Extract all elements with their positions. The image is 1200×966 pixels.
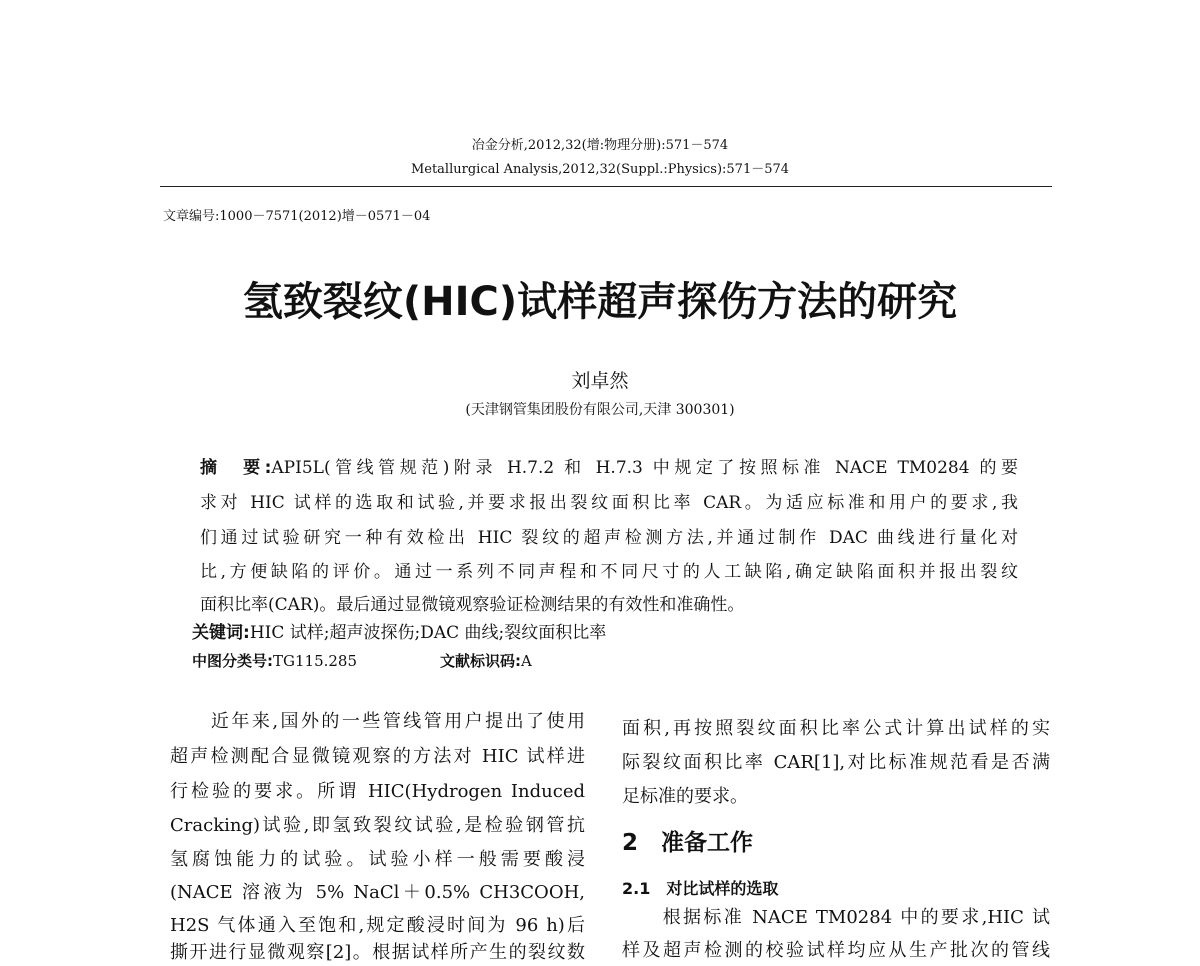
keywords-label: 关键词: <box>192 623 250 643</box>
abstract-line: 面积比率(CAR)。最后通过显微镜观察验证检测结果的有效性和准确性。 <box>200 595 745 615</box>
keywords: HIC 试样;超声波探伤;DAC 曲线;裂纹面积比率 <box>249 623 607 643</box>
body-line: 超声检测配合显微镜观察的方法对 HIC 试样进 <box>170 746 585 767</box>
body-line: 际裂纹面积比率 CAR[1],对比标准规范看是否满 <box>622 752 1050 773</box>
body-line: H2S 气体通入至饱和,规定酸浸时间为 96 h)后 <box>170 915 585 936</box>
classification-code: TG115.285 <box>273 652 358 670</box>
paper-title: 氢致裂纹(HIC)试样超声探伤方法的研究 <box>242 279 958 325</box>
body-line: 面积,再按照裂纹面积比率公式计算出试样的实 <box>622 718 1050 739</box>
section-heading: 2 准备工作 <box>622 830 754 856</box>
subsection-heading: 2.1 对比试样的选取 <box>622 879 779 898</box>
abstract-line: 求对 HIC 试样的选取和试验,并要求报出裂纹面积比率 CAR。为适应标准和用户的要求,我 <box>200 493 1018 513</box>
article-number: 文章编号:1000－7571(2012)增－0571－04 <box>163 209 431 224</box>
abstract-line: 比,方便缺陷的评价。通过一系列不同声程和不同尺寸的人工缺陷,确定缺陷面积并报出裂纹 <box>200 562 1018 582</box>
doc-code: A <box>521 652 532 670</box>
abstract-line: 们通过试验研究一种有效检出 HIC 裂纹的超声检测方法,并通过制作 DAC 曲线进行量化对 <box>200 528 1018 548</box>
affiliation: (天津钢管集团股份有限公司,天津 300301) <box>465 402 735 418</box>
body-line: 近年来,国外的一些管线管用户提出了使用 <box>170 711 585 732</box>
body-line: (NACE 溶液为 5% NaCl＋0.5% CH3COOH, <box>170 882 585 903</box>
body-line: 撕开进行显微观察[2]。根据试样所产生的裂纹数 <box>170 942 585 963</box>
body-line: 行检验的要求。所谓 HIC(Hydrogen Induced <box>170 781 585 802</box>
classification-label: 中图分类号: <box>192 652 273 670</box>
author: 刘卓然 <box>571 370 629 392</box>
abstract-line: API5L(管线管规范)附录 H.7.2 和 H.7.3 中规定了按照标准 NACE TM0284 的要 <box>271 458 1018 478</box>
journal-citation-en: Metallurgical Analysis,2012,32(Suppl.:Physics):571－574 <box>410 162 790 177</box>
doc-code-label: 文献标识码: <box>440 652 521 670</box>
journal-citation-cn: 冶金分析,2012,32(增:物理分册):571－574 <box>471 138 729 153</box>
body-line: 足标准的要求。 <box>622 786 748 807</box>
header-rule <box>160 186 1052 187</box>
abstract-label: 摘 要: <box>200 458 272 478</box>
body-line: 氢腐蚀能力的试验。试验小样一般需要酸浸 <box>170 849 585 870</box>
body-line: 样及超声检测的校验试样均应从生产批次的管线 <box>622 940 1050 961</box>
body-line: Cracking)试验,即氢致裂纹试验,是检验钢管抗 <box>170 815 585 836</box>
body-line: 根据标准 NACE TM0284 中的要求,HIC 试 <box>622 907 1050 928</box>
